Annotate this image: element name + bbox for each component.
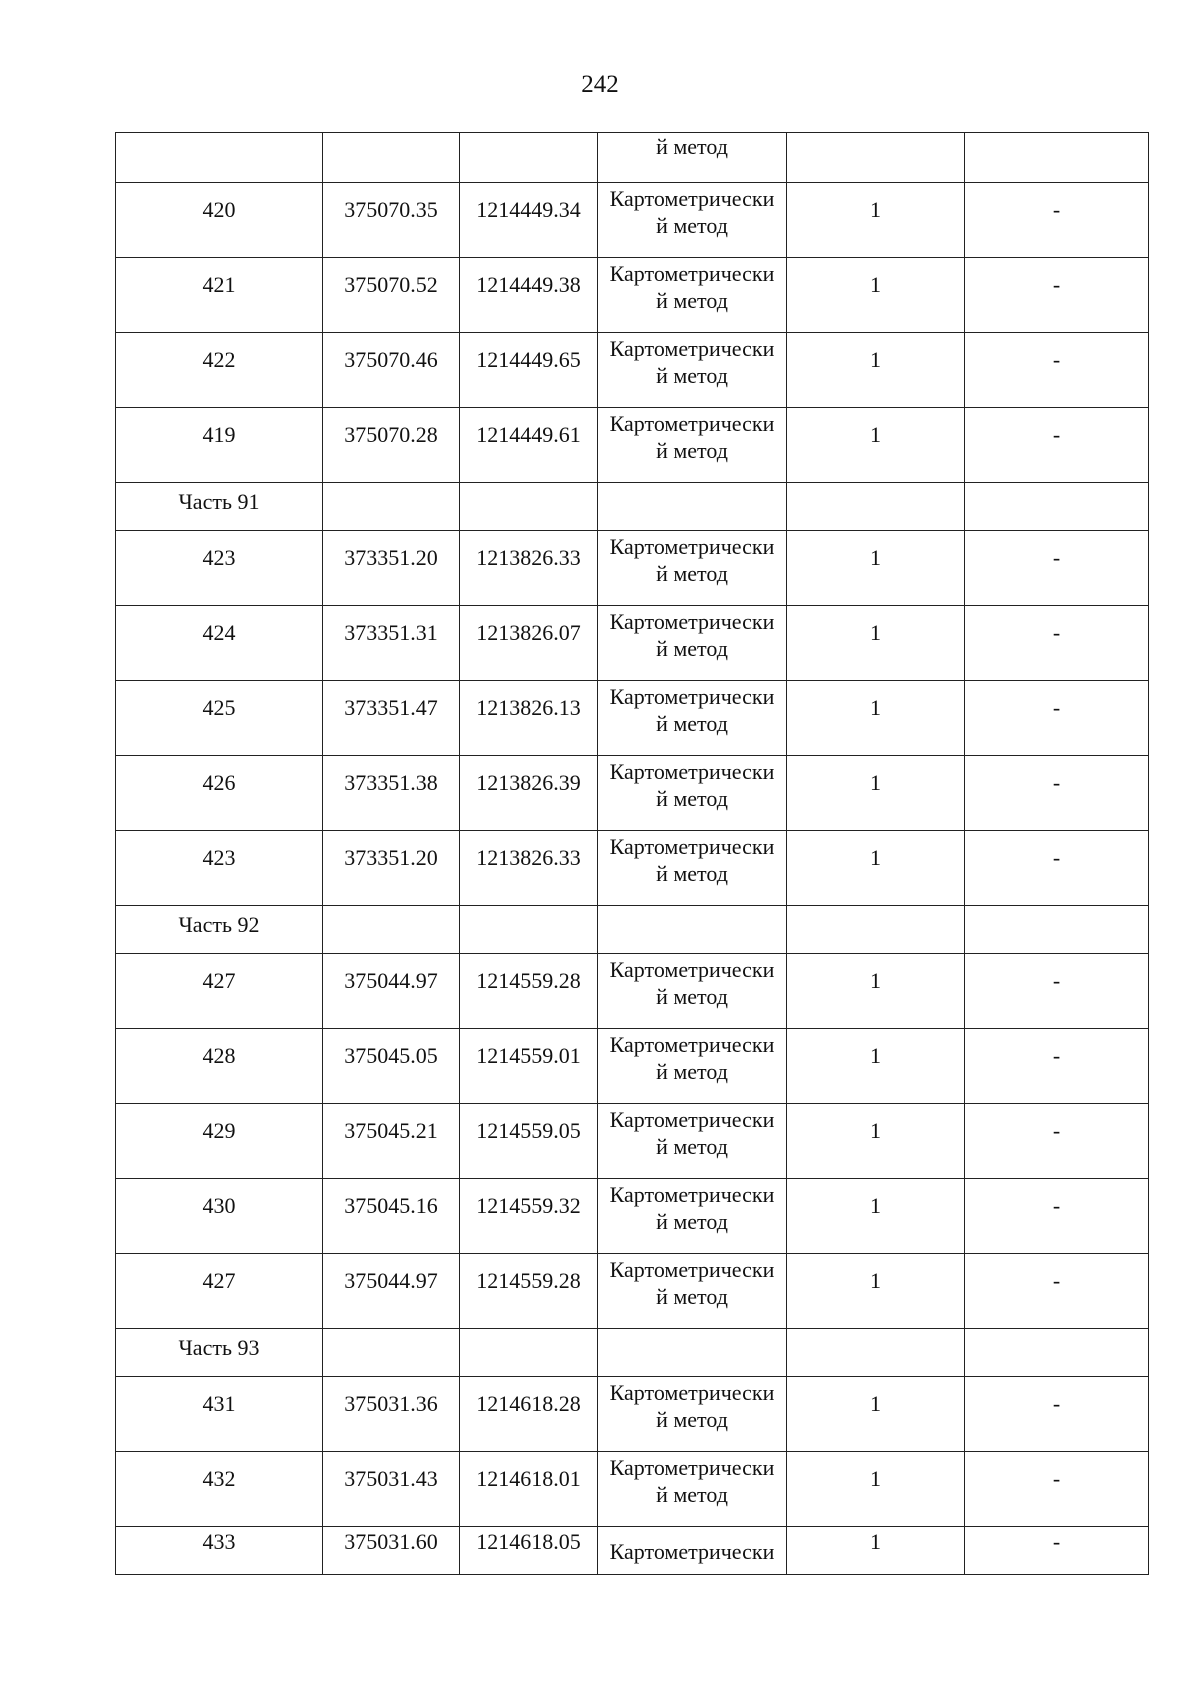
empty-cell [460,906,598,954]
method-text: й метод [656,1284,728,1309]
table-row [116,1452,1149,1527]
method-text: й метод [656,1059,728,1084]
precision-cell: 1 [787,183,965,258]
description-cell: - [965,1029,1149,1104]
method-cell [598,1104,787,1179]
precision-cell: 1 [787,831,965,906]
x-cell: 375031.36 [323,1377,460,1452]
precision-cell: 1 [787,756,965,831]
x-cell: 375070.52 [323,258,460,333]
method-text: й метод [656,1134,728,1159]
precision-cell: 1 [787,1029,965,1104]
point-cell: 429 [116,1104,323,1179]
description-cell: - [965,333,1149,408]
table-row [116,531,1149,606]
empty-cell [598,483,787,531]
table-row [116,606,1149,681]
description-cell: - [965,531,1149,606]
y-cell: 1213826.39 [460,756,598,831]
empty-cell [787,1329,965,1377]
point-cell: 423 [116,531,323,606]
description-cell: - [965,258,1149,333]
method-text: Картометрически [609,1455,775,1480]
table-row [116,1254,1149,1329]
method-text: Картометрически [609,1032,775,1057]
x-cell [323,133,460,183]
method-text: й метод [656,134,728,159]
table-row [116,756,1149,831]
description-cell: - [965,1452,1149,1527]
section-title: Часть 93 [116,1329,323,1377]
precision-cell: 1 [787,1104,965,1179]
precision-cell: 1 [787,333,965,408]
x-cell: 375044.97 [323,1254,460,1329]
method-text: Картометрически [609,609,775,634]
x-cell: 375070.46 [323,333,460,408]
section-title: Часть 91 [116,483,323,531]
table-row [116,1029,1149,1104]
method-text: Картометрически [609,411,775,436]
point-cell: 428 [116,1029,323,1104]
method-text: Картометрически [609,684,775,709]
description-cell: - [965,954,1149,1029]
y-cell: 1214618.28 [460,1377,598,1452]
method-cell [598,183,787,258]
method-cell [598,1254,787,1329]
table-row [116,954,1149,1029]
y-cell: 1214449.34 [460,183,598,258]
table-row [116,333,1149,408]
x-cell: 373351.47 [323,681,460,756]
method-cell [598,681,787,756]
method-text: й метод [656,636,728,661]
x-cell: 375045.16 [323,1179,460,1254]
empty-cell [598,906,787,954]
y-cell: 1214449.61 [460,408,598,483]
method-cell [598,133,787,183]
y-cell: 1214618.05 [460,1527,598,1575]
method-text: Картометрически [609,186,775,211]
empty-cell [323,906,460,954]
coordinates-table [115,132,1149,1575]
method-text: й метод [656,711,728,736]
method-cell [598,1452,787,1527]
point-cell: 423 [116,831,323,906]
method-text: й метод [656,288,728,313]
point-cell: 424 [116,606,323,681]
coordinates-table-body [116,133,1149,1575]
point-cell: 419 [116,408,323,483]
method-text: й метод [656,213,728,238]
description-cell [965,133,1149,183]
method-text: й метод [656,786,728,811]
description-cell: - [965,183,1149,258]
precision-cell: 1 [787,606,965,681]
empty-cell [460,1329,598,1377]
precision-cell: 1 [787,1377,965,1452]
method-text: й метод [656,1209,728,1234]
method-cell [598,408,787,483]
table-row [116,681,1149,756]
point-cell: 430 [116,1179,323,1254]
description-cell: - [965,606,1149,681]
method-text: й метод [656,1407,728,1432]
x-cell: 375070.28 [323,408,460,483]
method-text: Картометрически [609,336,775,361]
table-row [116,1104,1149,1179]
point-cell: 425 [116,681,323,756]
method-text: Картометрически [609,1182,775,1207]
method-text: Картометрически [609,957,775,982]
precision-cell: 1 [787,531,965,606]
method-text: Картометрически [609,1539,775,1564]
precision-cell: 1 [787,408,965,483]
x-cell: 375031.43 [323,1452,460,1527]
empty-cell [323,483,460,531]
precision-cell [787,133,965,183]
table-row [116,1179,1149,1254]
point-cell: 427 [116,954,323,1029]
y-cell: 1214559.32 [460,1179,598,1254]
method-text: й метод [656,1482,728,1507]
description-cell: - [965,408,1149,483]
table-row [116,183,1149,258]
method-cell [598,333,787,408]
description-cell: - [965,1179,1149,1254]
method-cell [598,1527,787,1575]
x-cell: 375045.05 [323,1029,460,1104]
y-cell [460,133,598,183]
page-number: 242 [581,71,619,98]
precision-cell: 1 [787,1254,965,1329]
method-text: Картометрически [609,834,775,859]
continued-row [116,133,1149,183]
table-row-partial [116,1527,1149,1575]
precision-cell: 1 [787,954,965,1029]
x-cell: 373351.38 [323,756,460,831]
method-text: Картометрически [609,1257,775,1282]
y-cell: 1213826.07 [460,606,598,681]
precision-cell: 1 [787,1452,965,1527]
description-cell: - [965,1104,1149,1179]
point-cell: 431 [116,1377,323,1452]
method-cell [598,1377,787,1452]
method-cell [598,954,787,1029]
x-cell: 375044.97 [323,954,460,1029]
x-cell: 375070.35 [323,183,460,258]
empty-cell [598,1329,787,1377]
description-cell: - [965,1377,1149,1452]
point-cell: 422 [116,333,323,408]
y-cell: 1214559.28 [460,954,598,1029]
point-cell: 432 [116,1452,323,1527]
description-cell: - [965,1527,1149,1575]
y-cell: 1213826.13 [460,681,598,756]
x-cell: 375045.21 [323,1104,460,1179]
method-cell [598,1179,787,1254]
x-cell: 373351.20 [323,531,460,606]
method-text: Картометрически [609,534,775,559]
y-cell: 1213826.33 [460,531,598,606]
table-row [116,1377,1149,1452]
method-text: й метод [656,438,728,463]
point-cell: 426 [116,756,323,831]
y-cell: 1214559.01 [460,1029,598,1104]
method-text: Картометрически [609,1107,775,1132]
method-cell [598,258,787,333]
method-cell [598,831,787,906]
method-text: й метод [656,561,728,586]
empty-cell [787,906,965,954]
method-text: й метод [656,861,728,886]
description-cell: - [965,1254,1149,1329]
description-cell: - [965,681,1149,756]
empty-cell [965,906,1149,954]
method-text: Картометрически [609,261,775,286]
section-title: Часть 92 [116,906,323,954]
y-cell: 1214559.28 [460,1254,598,1329]
section-title-row [116,906,1149,954]
method-text: Картометрически [609,759,775,784]
x-cell: 373351.20 [323,831,460,906]
point-cell [116,133,323,183]
point-cell: 421 [116,258,323,333]
x-cell: 375031.60 [323,1527,460,1575]
table-row [116,408,1149,483]
method-text: Картометрически [609,1380,775,1405]
y-cell: 1214449.65 [460,333,598,408]
y-cell: 1213826.33 [460,831,598,906]
empty-cell [460,483,598,531]
precision-cell: 1 [787,1527,965,1575]
precision-cell: 1 [787,1179,965,1254]
precision-cell: 1 [787,681,965,756]
method-cell [598,531,787,606]
empty-cell [965,483,1149,531]
y-cell: 1214618.01 [460,1452,598,1527]
y-cell: 1214449.38 [460,258,598,333]
method-cell [598,1029,787,1104]
method-text: й метод [656,984,728,1009]
table-row [116,831,1149,906]
section-title-row [116,483,1149,531]
method-cell [598,756,787,831]
description-cell: - [965,756,1149,831]
section-title-row [116,1329,1149,1377]
x-cell: 373351.31 [323,606,460,681]
precision-cell: 1 [787,258,965,333]
method-text: й метод [656,363,728,388]
point-cell: 433 [116,1527,323,1575]
table-row [116,258,1149,333]
description-cell: - [965,831,1149,906]
method-cell [598,606,787,681]
empty-cell [965,1329,1149,1377]
empty-cell [323,1329,460,1377]
point-cell: 420 [116,183,323,258]
y-cell: 1214559.05 [460,1104,598,1179]
empty-cell [787,483,965,531]
point-cell: 427 [116,1254,323,1329]
